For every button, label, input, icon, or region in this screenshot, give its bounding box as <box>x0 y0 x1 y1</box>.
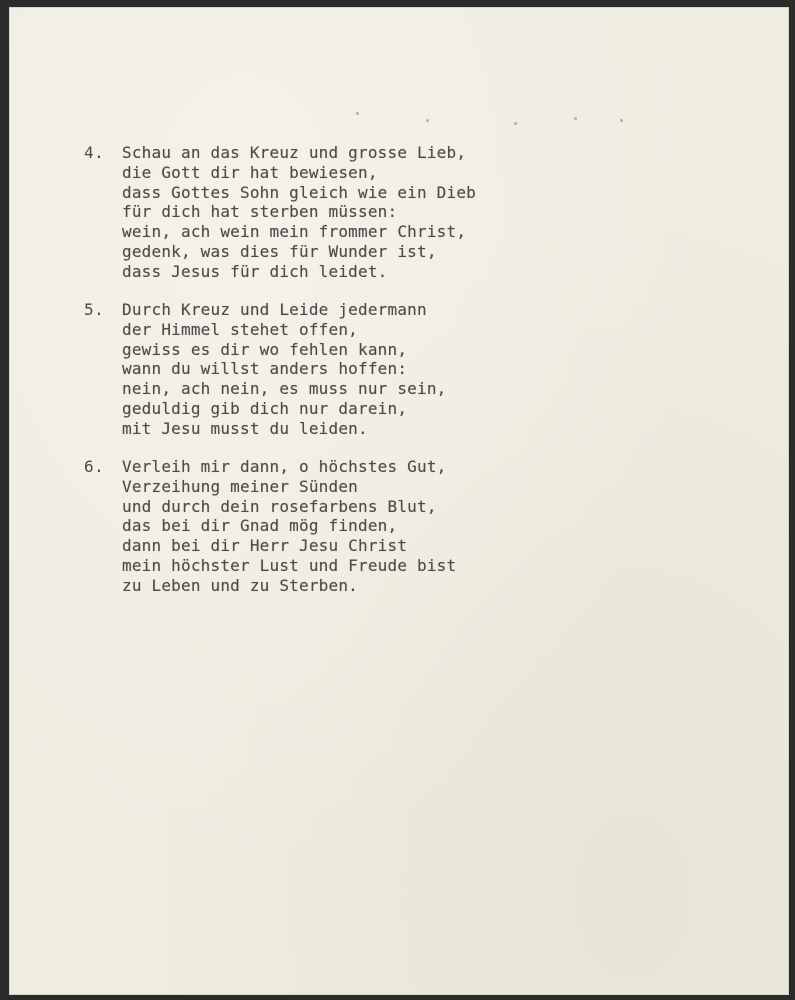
verse-line: und durch dein rosefarbens Blut, <box>122 497 437 516</box>
verse-line: das bei dir Gnad mög finden, <box>122 516 398 535</box>
verse-number: 6. <box>84 457 105 476</box>
paper-speck <box>426 119 429 122</box>
verse-line: dass Jesus für dich leidet. <box>122 262 388 281</box>
verse-line: der Himmel stehet offen, <box>122 320 358 339</box>
paper-speck <box>356 112 359 115</box>
verse-line: Schau an das Kreuz und grosse Lieb, <box>122 143 467 162</box>
verse-line: geduldig gib dich nur darein, <box>122 399 408 418</box>
verse-line: Durch Kreuz und Leide jedermann <box>122 300 427 319</box>
verse-line: gewiss es dir wo fehlen kann, <box>122 340 408 359</box>
typed-page <box>9 7 789 995</box>
verse-line: mit Jesu musst du leiden. <box>122 419 368 438</box>
verse-line: dass Gottes Sohn gleich wie ein Dieb <box>122 183 476 202</box>
verse-line: gedenk, was dies für Wunder ist, <box>122 242 437 261</box>
paper-speck <box>574 117 577 120</box>
verse-line: mein höchster Lust und Freude bist <box>122 556 457 575</box>
verse-line: nein, ach nein, es muss nur sein, <box>122 379 447 398</box>
paper-speck <box>514 122 517 125</box>
verse-number: 5. <box>84 300 105 319</box>
paper-speck <box>620 119 623 122</box>
verse-line: wann du willst anders hoffen: <box>122 359 408 378</box>
verse-line: zu Leben und zu Sterben. <box>122 576 358 595</box>
verse-line: Verleih mir dann, o höchstes Gut, <box>122 457 447 476</box>
verse-number: 4. <box>84 143 105 162</box>
verse-line: für dich hat sterben müssen: <box>122 202 398 221</box>
verse-line: wein, ach wein mein frommer Christ, <box>122 222 467 241</box>
verse-line: die Gott dir hat bewiesen, <box>122 163 378 182</box>
verse-line: dann bei dir Herr Jesu Christ <box>122 536 408 555</box>
verse-line: Verzeihung meiner Sünden <box>122 477 358 496</box>
